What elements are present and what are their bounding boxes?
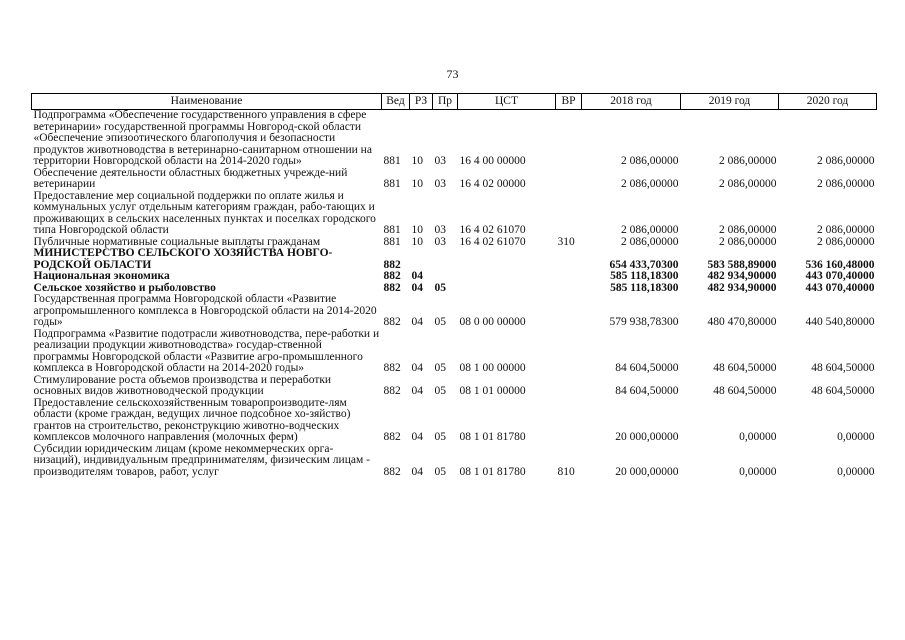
row-name: Сельское хозяйство и рыболовство: [33, 281, 216, 294]
header-ved: Вед: [382, 94, 410, 110]
header-2020: 2020 год: [779, 94, 877, 110]
row-name: МИНИСТЕРСТВО СЕЛЬСКОГО ХОЗЯЙСТВА НОВГО-РОДСКОЙ ОБЛАСТИ: [33, 247, 333, 271]
row-name: Подпрограмма «Развитие подотрасли животноводства, пере-работки и реализации продукции животноводства» государ-ственной программы Новгородской области «Развитие агро-промышленного комплекса в Новгородской области на 2014-2020 годы»: [33, 327, 380, 374]
table-row: [32, 444, 877, 479]
row-name: Обеспечение деятельности областных бюджетных учрежде-ний ветеринарии: [33, 166, 348, 190]
row-cst: 08 1 01 81780: [459, 465, 526, 478]
row-amount-2019: 48 604,50000: [713, 385, 777, 397]
row-vr: 310: [557, 235, 575, 248]
row-amount-2020: 2 086,00000: [817, 178, 875, 190]
row-amount-2020: 48 604,50000: [811, 362, 875, 374]
row-ved: 882: [383, 385, 401, 397]
row-vr: [556, 191, 582, 237]
row-vr: [556, 329, 582, 375]
row-pr: 05: [434, 362, 446, 374]
row-amount-2019: 480 470,80000: [707, 316, 777, 328]
row-amount-2018: 20 000,00000: [615, 431, 679, 443]
row-amount-2019: 482 934,90000: [707, 281, 777, 294]
budget-table: [31, 93, 877, 478]
row-rz: 04: [411, 385, 423, 397]
row-name: Предоставление мер социальной поддержки по оплате жилья и коммунальных услуг отдельным категориям граждан, рабо-тающих и проживающих в сельских населенных пунктах и поселках городского типа Новгородской области: [33, 189, 376, 236]
row-amount-2018: 2 086,00000: [621, 178, 679, 190]
row-cst: 08 1 00 00000: [459, 362, 526, 374]
row-amount-2019: 0,00000: [739, 431, 777, 443]
table-row: [32, 398, 877, 444]
row-amount-2018: 2 086,00000: [621, 224, 679, 236]
row-amount-2018: 20 000,00000: [615, 465, 679, 478]
row-name: Предоставление сельскохозяйственным товаропроизводите-лям области (кроме граждан, ведущих личное подсобное хо-зяйство) грантов на строительство, реконструкцию животно-водческих комплексов молочного направления (молочных ферм): [33, 396, 351, 443]
table-row: [32, 375, 877, 398]
row-ved: 882: [383, 362, 401, 374]
row-pr: 03: [434, 224, 446, 236]
row-amount-2019: 0,00000: [739, 465, 777, 478]
row-amount-2018: 654 433,70300: [609, 258, 679, 271]
row-ved: 882: [383, 258, 401, 271]
table-row: [32, 191, 877, 237]
row-ved: 881: [383, 235, 401, 248]
row-amount-2020: 48 604,50000: [811, 385, 875, 397]
row-amount-2020: 0,00000: [837, 465, 875, 478]
row-rz: 10: [411, 235, 423, 248]
row-amount-2020: 443 070,40000: [805, 281, 875, 294]
row-amount-2019: 2 086,00000: [719, 178, 777, 190]
header-2018: 2018 год: [582, 94, 681, 110]
row-ved: 882: [383, 270, 401, 282]
row-rz: 10: [411, 155, 423, 167]
row-ved: 882: [383, 431, 401, 443]
row-ved: 882: [383, 316, 401, 328]
row-cst: 08 0 00 00000: [459, 316, 526, 328]
row-rz: 10: [411, 224, 423, 236]
row-cst: 16 4 00 00000: [459, 155, 526, 167]
row-rz: 04: [411, 362, 423, 374]
table-body: [32, 110, 877, 479]
row-amount-2020: 2 086,00000: [817, 224, 875, 236]
row-pr: 05: [434, 281, 446, 294]
row-ved: 881: [383, 155, 401, 167]
row-rz: 04: [411, 270, 423, 282]
row-vr: [556, 294, 582, 329]
row-pr: 05: [434, 431, 446, 443]
row-cst: 16 4 02 61070: [459, 224, 526, 236]
row-cst: 08 1 01 00000: [459, 385, 526, 397]
row-ved: 881: [383, 178, 401, 190]
row-ved: 882: [383, 465, 401, 478]
row-vr: [556, 168, 582, 191]
row-amount-2018: 84 604,50000: [615, 362, 679, 374]
row-vr: [556, 271, 582, 283]
row-amount-2018: 579 938,78300: [609, 316, 679, 328]
row-pr: 03: [434, 235, 446, 248]
row-vr: [556, 110, 582, 168]
row-cst: [458, 271, 556, 283]
table-header: [32, 94, 877, 110]
row-pr: 05: [434, 385, 446, 397]
header-rz: РЗ: [410, 94, 433, 110]
row-rz: 04: [411, 431, 423, 443]
row-amount-2018: 84 604,50000: [615, 385, 679, 397]
row-amount-2019: 2 086,00000: [719, 224, 777, 236]
row-amount-2019: 2 086,00000: [719, 155, 777, 167]
row-cst: 16 4 02 00000: [459, 178, 526, 190]
row-rz: 04: [411, 465, 423, 478]
row-pr: 03: [434, 155, 446, 167]
row-ved: 882: [383, 281, 401, 294]
table-row: [32, 294, 877, 329]
row-amount-2018: 2 086,00000: [621, 155, 679, 167]
row-vr: 810: [557, 465, 575, 478]
row-rz: 04: [411, 281, 423, 294]
row-pr: 05: [434, 465, 446, 478]
row-amount-2020: 2 086,00000: [817, 155, 875, 167]
row-pr: [433, 271, 458, 283]
row-vr: [556, 283, 582, 295]
row-name: Национальная экономика: [33, 270, 170, 282]
row-pr: 05: [434, 316, 446, 328]
header-name: Наименование: [32, 94, 382, 110]
row-name: Государственная программа Новгородской области «Развитие агропромышленного комплекса в Новгородской области на 2014-2020 годы»: [33, 293, 377, 328]
row-rz: 04: [411, 316, 423, 328]
row-name: Подпрограмма «Обеспечение государственного управления в сфере ветеринарии» государственной программы Новгород-ской области «Обеспечение эпизоотического благополучия и безопасности продуктов животноводства в ветеринарно-санитарном отношении на территории Новгородской области на 2014-2020 годы»: [33, 109, 372, 167]
row-name: Стимулирование роста объемов производства и переработки основных видов животноводческой продукции: [33, 373, 332, 397]
row-vr: [556, 248, 582, 271]
row-cst: 16 4 02 61070: [459, 235, 526, 248]
row-vr: [556, 375, 582, 398]
header-pr: Пр: [433, 94, 458, 110]
row-amount-2020: 440 540,80000: [805, 316, 875, 328]
row-amount-2018: 585 118,18300: [610, 281, 679, 294]
table-row: [32, 329, 877, 375]
table-row: [32, 168, 877, 191]
row-amount-2018: 2 086,00000: [621, 235, 679, 248]
row-amount-2020: 536 160,48000: [805, 258, 875, 271]
table-row: [32, 248, 877, 271]
row-name: Субсидии юридическим лицам (кроме некоммерческих орга-низаций), индивидуальным предпринимателям, физическим лицам - производителям товаров, работ, услуг: [33, 442, 370, 478]
table-row: [32, 110, 877, 168]
header-2019: 2019 год: [681, 94, 779, 110]
row-amount-2020: 2 086,00000: [817, 235, 875, 248]
row-cst: [458, 283, 556, 295]
row-ved: 881: [383, 224, 401, 236]
row-cst: 08 1 01 81780: [459, 431, 526, 443]
row-vr: [556, 398, 582, 444]
row-amount-2020: 0,00000: [837, 431, 875, 443]
row-pr: 03: [434, 178, 446, 190]
row-cst: [458, 248, 556, 271]
header-vr: ВР: [556, 94, 582, 110]
row-amount-2019: 48 604,50000: [713, 362, 777, 374]
row-pr: [433, 248, 458, 271]
row-amount-2018: 585 118,18300: [610, 270, 679, 282]
page-number: 73: [446, 67, 459, 81]
row-rz: [410, 248, 433, 271]
row-name: Публичные нормативные социальные выплаты гражданам: [33, 235, 321, 248]
row-amount-2020: 443 070,40000: [805, 270, 875, 282]
row-amount-2019: 2 086,00000: [719, 235, 777, 248]
header-cst: ЦСТ: [458, 94, 556, 110]
row-amount-2019: 482 934,90000: [707, 270, 777, 282]
row-rz: 10: [411, 178, 423, 190]
table-row: [32, 271, 877, 283]
row-amount-2019: 583 588,89000: [707, 258, 777, 271]
